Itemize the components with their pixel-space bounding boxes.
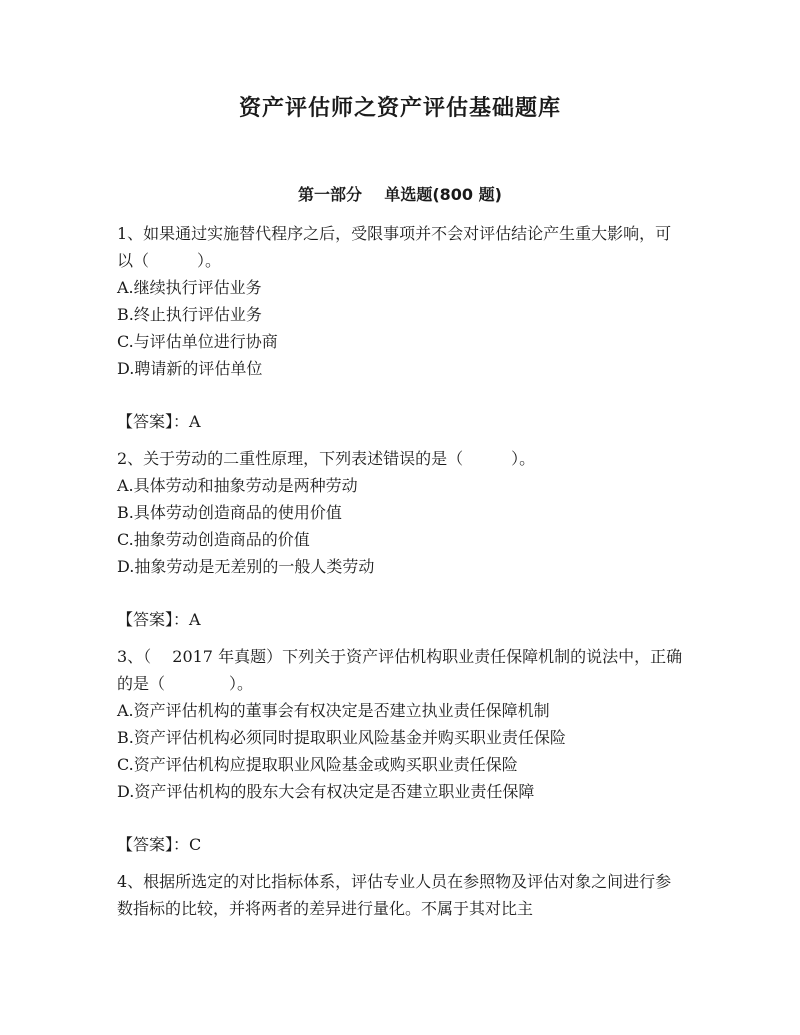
- option-d: D.抽象劳动是无差别的一般人类劳动: [117, 557, 375, 576]
- question-4: [117, 868, 687, 922]
- option-c: C.资产评估机构应提取职业风险基金或购买职业责任保险: [117, 755, 518, 774]
- answer-label: 【答案】：: [117, 610, 190, 629]
- question-1: [117, 220, 687, 435]
- option-a: A.具体劳动和抽象劳动是两种劳动: [117, 476, 358, 495]
- option-c: C.抽象劳动创造商品的价值: [117, 530, 310, 549]
- answer-line: [117, 408, 687, 435]
- option-a: A.继续执行评估业务: [117, 278, 262, 297]
- option-a: A.资产评估机构的董事会有权决定是否建立执业责任保障机制: [117, 701, 550, 720]
- answer-value: C: [189, 835, 202, 854]
- option-d: D.资产评估机构的股东大会有权决定是否建立职业责任保障: [117, 782, 535, 801]
- answer-line: [117, 831, 687, 858]
- option-b: B.具体劳动创造商品的使用价值: [117, 503, 342, 522]
- option-b: B.资产评估机构必须同时提取职业风险基金并购买职业责任保险: [117, 728, 566, 747]
- option-c: C.与评估单位进行协商: [117, 332, 278, 351]
- question-stem: 4、根据所选定的对比指标体系，评估专业人员在参照物及评估对象之间进行参数指标的比较，并将两者的差异进行量化。不属于其对比主: [117, 872, 672, 918]
- option-b: B.终止执行评估业务: [117, 305, 262, 324]
- document-title: 资产评估师之资产评估基础题库: [238, 96, 561, 121]
- answer-label: 【答案】：: [117, 835, 190, 854]
- answer-value: A: [189, 412, 201, 431]
- answer-line: [117, 606, 687, 633]
- question-stem: 3、（ 2017 年真题）下列关于资产评估机构职业责任保障机制的说法中，正确的是（ ）。: [117, 647, 683, 693]
- question-2: [117, 445, 687, 633]
- answer-value: A: [189, 610, 201, 629]
- section-title: 第一部分 单选题(800 题): [298, 185, 502, 204]
- option-d: D.聘请新的评估单位: [117, 359, 263, 378]
- question-list: [117, 220, 687, 922]
- question-stem: 1、如果通过实施替代程序之后，受限事项并不会对评估结论产生重大影响，可以（ ）。: [117, 224, 672, 270]
- question-stem: 2、关于劳动的二重性原理，下列表述错误的是（ ）。: [117, 449, 536, 468]
- question-3: [117, 643, 687, 858]
- answer-label: 【答案】：: [117, 412, 190, 431]
